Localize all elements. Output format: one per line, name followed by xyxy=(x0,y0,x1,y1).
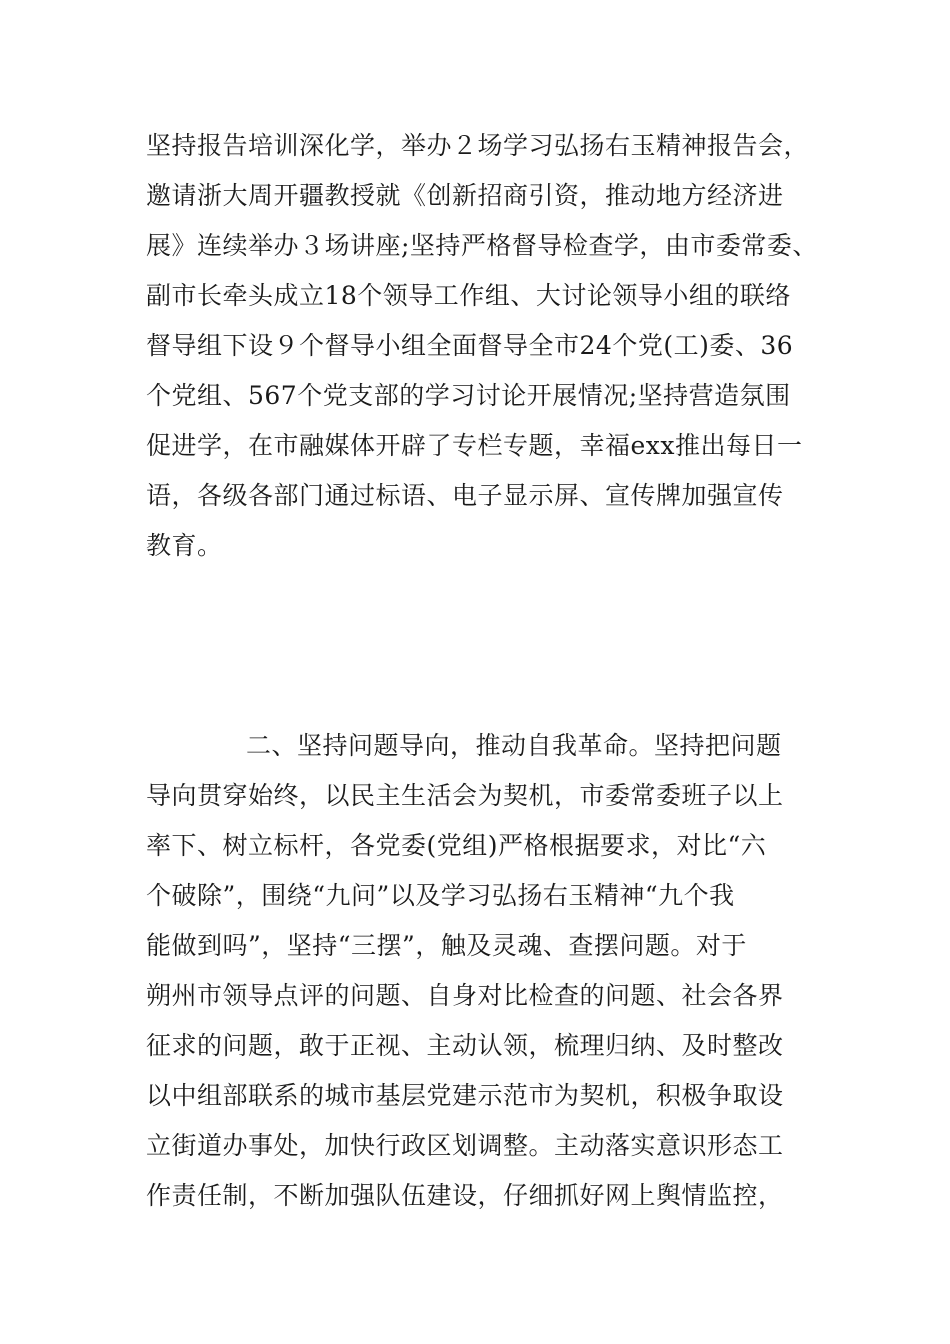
text-line: 邀请浙大周开疆教授就《创新招商引资，推动地方经济进 xyxy=(146,181,784,210)
text-line: 教育。 xyxy=(146,531,223,560)
text-line: 坚持报告培训深化学，举办２场学习弘扬右玉精神报告会， xyxy=(146,131,810,160)
text-line: 朔州市领导点评的问题、自身对比检查的问题、社会各界 xyxy=(146,981,784,1010)
text-line: 导向贯穿始终，以民主生活会为契机，市委常委班子以上 xyxy=(146,781,784,810)
text-line: 率下、树立标杆，各党委(党组)严格根据要求，对比“六 xyxy=(146,831,767,860)
text-line: 个党组、567个党支部的学习讨论开展情况;坚持营造氛围 xyxy=(146,381,791,410)
text-line: 二、坚持问题导向，推动自我革命。坚持把问题 xyxy=(246,731,782,760)
text-line: 作责任制，不断加强队伍建设，仔细抓好网上舆情监控， xyxy=(146,1181,784,1210)
text-line: 以中组部联系的城市基层党建示范市为契机，积极争取设 xyxy=(146,1081,784,1110)
text-line: 语，各级各部门通过标语、电子显示屏、宣传牌加强宣传 xyxy=(146,481,784,510)
text-line: 促进学，在市融媒体开辟了专栏专题，幸福exx推出每日一 xyxy=(146,431,803,460)
text-line: 能做到吗”，坚持“三摆”，触及灵魂、查摆问题。对于 xyxy=(146,931,747,960)
text-line: 立街道办事处，加快行政区划调整。主动落实意识形态工 xyxy=(146,1131,784,1160)
text-line: 个破除”，围绕“九问”以及学习弘扬右玉精神“九个我 xyxy=(146,881,735,910)
text-line: 征求的问题，敢于正视、主动认领，梳理归纳、及时整改 xyxy=(146,1031,784,1060)
text-line: 督导组下设９个督导小组全面督导全市24个党(工)委、36 xyxy=(146,331,794,360)
text-line: 展》连续举办３场讲座;坚持严格督导检查学，由市委常委、 xyxy=(146,231,818,260)
text-line: 副市长牵头成立18个领导工作组、大讨论领导小组的联络 xyxy=(146,281,791,310)
